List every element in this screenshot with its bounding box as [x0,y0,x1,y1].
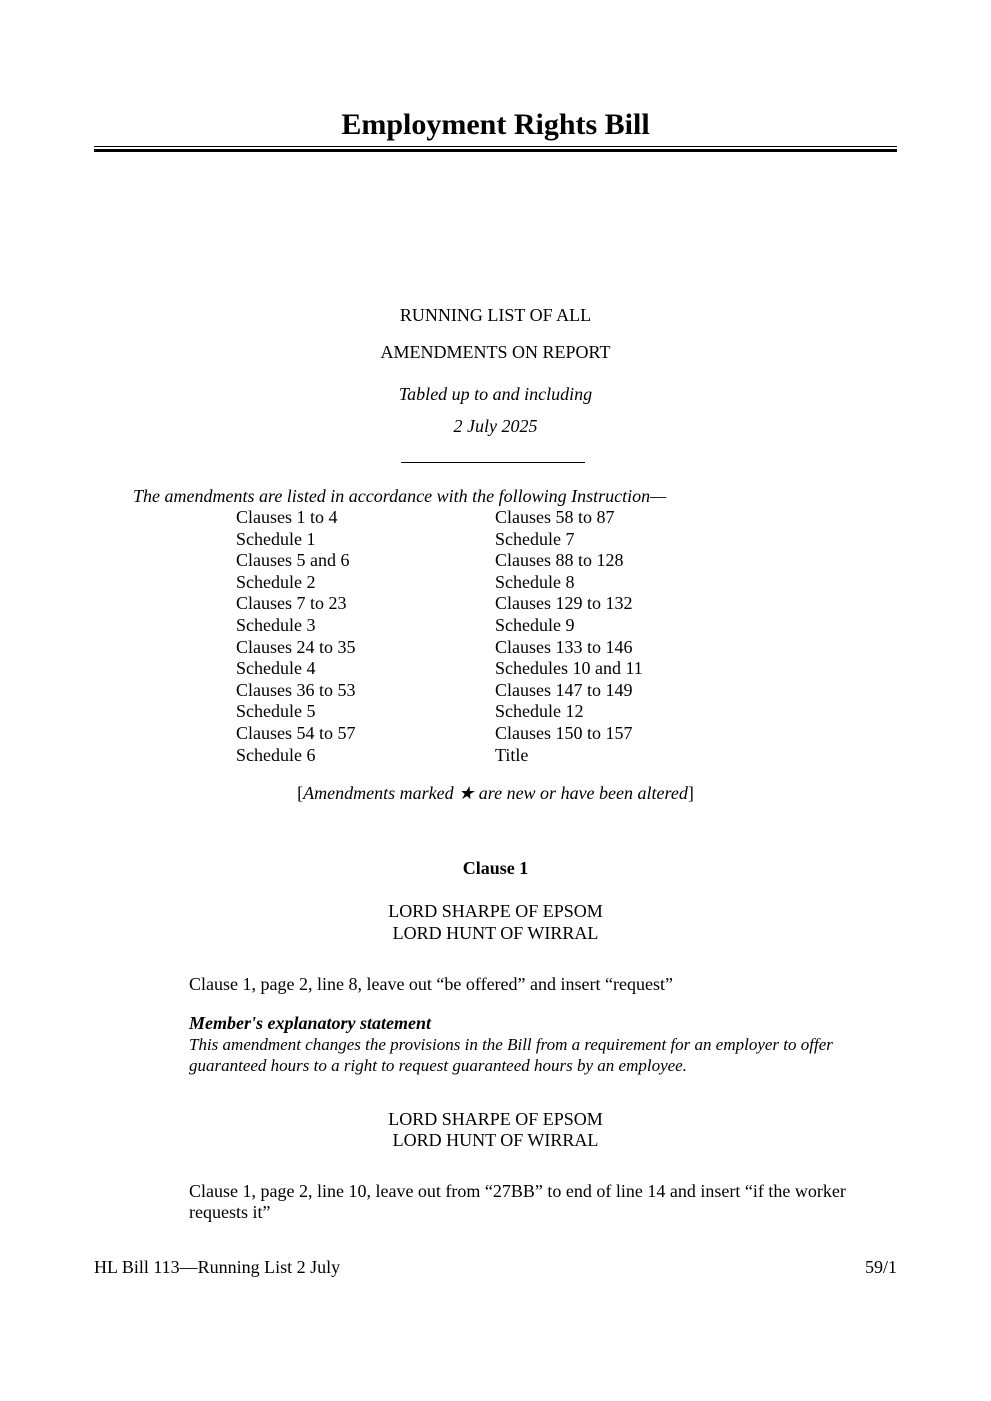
list-item: Clauses 54 to 57 [236,722,356,743]
list-item: Schedule 12 [495,701,584,722]
list-item: Clauses 133 to 146 [495,636,633,657]
list-item: Clauses 7 to 23 [236,593,347,614]
instruction-intro: The amendments are listed in accordance with the following Instruction— [133,486,667,506]
list-item: Clauses 129 to 132 [495,593,633,614]
explanatory-statement: This amendment changes the provisions in the Bill from a requirement for an employer to offer guaranteed hours to a right to request guaranteed hours by an employee. [189,1035,833,1075]
list-item: Clauses 5 and 6 [236,550,350,571]
list-item: Schedule 2 [236,571,316,592]
list-item: Clauses 58 to 87 [495,507,615,527]
list-item: Schedule 7 [495,528,575,549]
divider [401,462,585,463]
member-name: LORD SHARPE OF EPSOM [388,1109,603,1129]
title-rule-thin [94,146,897,147]
tabled-text: Tabled up to and including [398,384,593,404]
list-item: Schedule 1 [236,528,316,549]
list-item: Schedule 3 [236,614,316,635]
list-item: Schedule 9 [495,614,575,635]
list-item: Schedule 5 [236,701,316,722]
document-title: Employment Rights Bill [341,108,650,141]
list-item: Clauses 88 to 128 [495,550,624,571]
instruction-column-left [236,507,356,766]
list-item: Schedule 6 [236,744,316,765]
explanatory-statement-heading: Member's explanatory statement [189,1013,431,1033]
list-item: Clauses 150 to 157 [495,722,633,743]
tabled-date: 2 July 2025 [453,416,538,436]
list-item: Clauses 36 to 53 [236,679,356,700]
footer-page-number: 59/1 [864,1257,897,1277]
amendment-text: Clause 1, page 2, line 10, leave out from “27BB” to end of line 14 and insert “if the worker requests it” [189,1181,846,1222]
cover-line-1: RUNNING LIST OF ALL [399,305,592,325]
amendments-note: [Amendments marked ★ are new or have been altered] [297,783,694,803]
list-item: Clauses 24 to 35 [236,636,356,657]
list-item: Schedules 10 and 11 [495,658,643,679]
list-item: Title [495,744,529,765]
member-name: LORD SHARPE OF EPSOM [388,901,603,921]
footer-bill-ref: HL Bill 113—Running List 2 July [94,1257,341,1277]
member-name: LORD HUNT OF WIRRAL [392,923,599,943]
list-item: Clauses 1 to 4 [236,507,338,527]
list-item: Clauses 147 to 149 [495,679,633,700]
amendment-text: Clause 1, page 2, line 8, leave out “be offered” and insert “request” [189,974,673,994]
instruction-column-right [495,507,643,766]
clause-heading: Clause 1 [462,858,529,878]
member-name: LORD HUNT OF WIRRAL [392,1130,599,1150]
title-rule-thick [94,149,897,152]
list-item: Schedule 4 [236,658,316,679]
list-item: Schedule 8 [495,571,575,592]
cover-line-2: AMENDMENTS ON REPORT [380,342,611,362]
